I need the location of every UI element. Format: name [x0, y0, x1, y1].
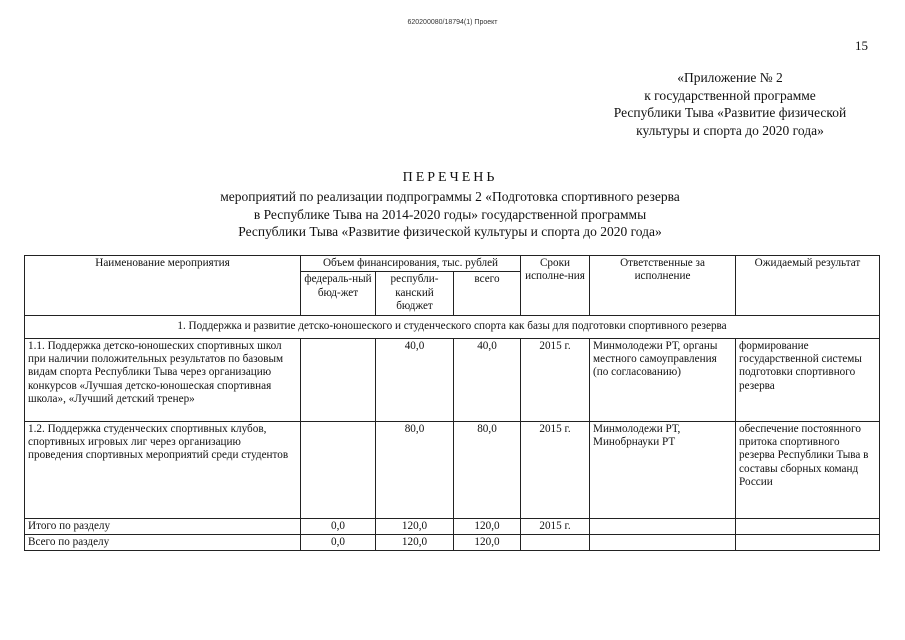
header-terms: Сроки исполне-ния: [521, 256, 590, 316]
activities-table: [24, 255, 880, 551]
grand-total-responsible: [590, 535, 736, 551]
row-federal: [301, 421, 376, 518]
subtotal-result: [736, 518, 880, 534]
subtotal-terms: 2015 г.: [521, 518, 590, 534]
row-terms: 2015 г.: [521, 338, 590, 421]
section-title: 1. Поддержка и развитие детско-юношеского и студенческого спорта как базы для подготовки спортивного резерва: [25, 315, 880, 338]
appendix-line-4: культуры и спорта до 2020 года»: [636, 122, 824, 138]
row-responsible: Минмолодежи РТ, Минобрнауки РТ: [590, 421, 736, 518]
subtotal-republic: 120,0: [376, 518, 454, 534]
section-row: [25, 315, 880, 338]
header-row-1: [25, 256, 880, 272]
appendix-line-3: Республики Тыва «Развитие физической: [613, 105, 847, 120]
document-heading: ПЕРЕЧЕНЬ: [402, 170, 498, 185]
row-republic: 40,0: [376, 338, 454, 421]
header-name: Наименование мероприятия: [25, 256, 301, 316]
table-row: [25, 421, 880, 518]
page-number: 15: [855, 38, 868, 53]
row-total: 80,0: [454, 421, 521, 518]
row-name: 1.1. Поддержка детско-юношеских спортивных школ при наличии положительных результатов по базовым видам спорта Республики Тыва через организацию конкурсов «Лучшая детско-юношеская спортивная школа», «Лучший детский тренер»: [25, 338, 301, 421]
grand-total-terms: [521, 535, 590, 551]
appendix-line-2: к государственной программе: [644, 87, 816, 103]
subtitle-line-2: в Республике Тыва на 2014-2020 годы» государственной программы: [253, 206, 647, 222]
appendix-note: [580, 69, 880, 139]
header-republic: республи-канский бюджет: [376, 272, 454, 315]
row-result: обеспечение постоянного притока спортивного резерва Республики Тыва в составы сборных команд России: [736, 421, 880, 518]
header-funding: Объем финансирования, тыс. рублей: [301, 256, 521, 272]
document-subtitle: [120, 188, 780, 241]
subtotal-federal: 0,0: [301, 518, 376, 534]
grand-total-federal: 0,0: [301, 535, 376, 551]
row-total: 40,0: [454, 338, 521, 421]
row-responsible: Минмолодежи РТ, органы местного самоуправления (по согласованию): [590, 338, 736, 421]
subtotal-total: 120,0: [454, 518, 521, 534]
grand-total-row: [25, 535, 880, 551]
table-row: [25, 338, 880, 421]
subtitle-line-1: мероприятий по реализации подпрограммы 2 «Подготовка спортивного резерва: [220, 189, 680, 204]
subtotal-row: [25, 518, 880, 534]
appendix-line-1: «Приложение № 2: [677, 70, 783, 85]
grand-total-republic: 120,0: [376, 535, 454, 551]
header-result: Ожидаемый результат: [736, 256, 880, 316]
subtotal-label: Итого по разделу: [25, 518, 301, 534]
row-federal: [301, 338, 376, 421]
row-name: 1.2. Поддержка студенческих спортивных клубов, спортивных игровых лиг через организацию проведения спортивных мероприятий среди студентов: [25, 421, 301, 518]
document-id: 620200080/18794(1) Проект: [407, 19, 498, 26]
subtitle-line-3: Республики Тыва «Развитие физической культуры и спорта до 2020 года»: [238, 224, 662, 239]
row-result: формирование государственной системы подготовки спортивного резерва: [736, 338, 880, 421]
row-republic: 80,0: [376, 421, 454, 518]
grand-total-label: Всего по разделу: [25, 535, 301, 551]
grand-total-result: [736, 535, 880, 551]
header-federal: федераль-ный бюд-жет: [301, 272, 376, 315]
row-terms: 2015 г.: [521, 421, 590, 518]
header-total: всего: [454, 272, 521, 315]
subtotal-responsible: [590, 518, 736, 534]
grand-total-total: 120,0: [454, 535, 521, 551]
header-responsible: Ответственные за исполнение: [590, 256, 736, 316]
